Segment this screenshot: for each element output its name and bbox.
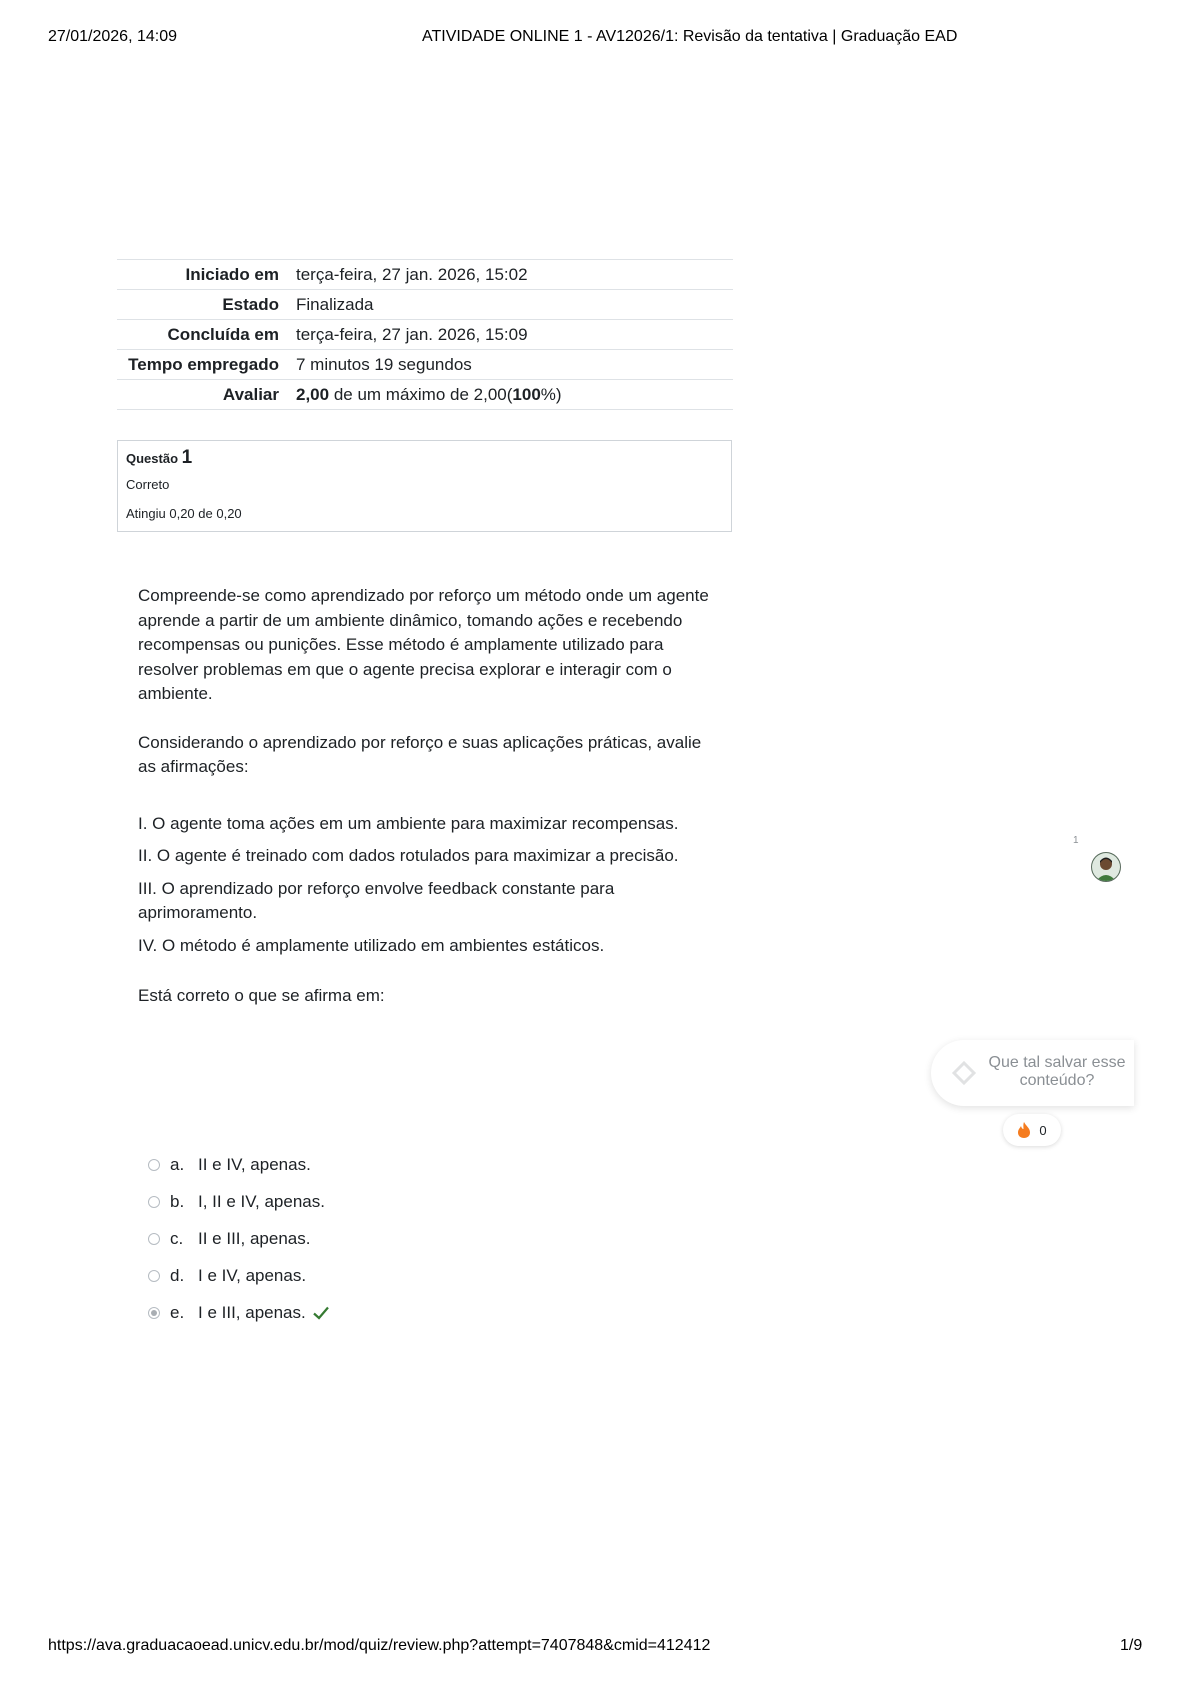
summary-value: terça-feira, 27 jan. 2026, 15:09 <box>288 320 733 350</box>
avatar-icon <box>1092 853 1120 881</box>
summary-row-completed <box>117 320 733 350</box>
flame-icon <box>1017 1121 1031 1139</box>
summary-row-grade <box>117 380 733 410</box>
bookmark-icon <box>949 1058 979 1088</box>
print-datetime: 27/01/2026, 14:09 <box>48 28 178 45</box>
answer-option-c[interactable] <box>148 1221 330 1258</box>
summary-label: Estado <box>117 290 288 320</box>
question-intro: Compreende-se como aprendizado por reforço um método onde um agente aprende a partir de um ambiente dinâmico, tomando ações e recebendo recompensas ou punições. Esse método é amplamente utilizado para resolver problemas em que o agente precisa explorar e interagir com o ambiente. <box>138 586 709 703</box>
print-footer <box>0 1637 1191 1659</box>
answer-letter: c. <box>170 1228 184 1248</box>
summary-row-time-taken <box>117 350 733 380</box>
print-url: https://ava.graduacaoead.unicv.edu.br/mod/quiz/review.php?attempt=7407848&cmid=412412 <box>48 1637 711 1654</box>
question-number-value: 1 <box>181 447 193 468</box>
answer-options <box>148 1147 330 1331</box>
summary-value: terça-feira, 27 jan. 2026, 15:02 <box>288 260 733 290</box>
radio-button[interactable] <box>148 1196 160 1208</box>
summary-label: Concluída em <box>117 320 288 350</box>
question-number <box>126 447 723 469</box>
summary-grade-value <box>288 380 733 410</box>
summary-row-started <box>117 260 733 290</box>
save-content-widget[interactable] <box>931 1040 1134 1106</box>
question-label: Questão <box>126 451 179 466</box>
statement-item: IV. O método é amplamente utilizado em ambientes estáticos. <box>138 935 605 955</box>
attempt-summary-table <box>117 259 733 410</box>
summary-value: 7 minutos 19 segundos <box>288 350 733 380</box>
summary-row-state <box>117 290 733 320</box>
statement-item: II. O agente é treinado com dados rotulados para maximizar a precisão. <box>138 846 679 865</box>
grade-suffix: %) <box>540 385 562 404</box>
print-page-title: ATIVIDADE ONLINE 1 - AV12026/1: Revisão da tentativa | Graduação EAD <box>422 28 958 45</box>
statement-item: III. O aprendizado por reforço envolve feedback constante para aprimoramento. <box>138 878 615 922</box>
radio-button[interactable] <box>148 1270 160 1282</box>
answer-text: II e III, apenas. <box>198 1228 311 1248</box>
grade-text: de um máximo de 2,00( <box>329 385 513 404</box>
print-header <box>0 28 1191 50</box>
answer-option-a[interactable] <box>148 1147 330 1184</box>
grade-score: 2,00 <box>296 385 330 404</box>
summary-label: Avaliar <box>117 380 288 410</box>
summary-label: Tempo empregado <box>117 350 288 380</box>
answer-letter: d. <box>170 1265 185 1285</box>
answer-option-d[interactable] <box>148 1257 330 1294</box>
summary-value: Finalizada <box>288 290 733 320</box>
streak-badge[interactable] <box>1003 1114 1061 1146</box>
question-text <box>138 584 718 1009</box>
question-state: Correto <box>126 477 170 492</box>
question-grade: Atingiu 0,20 de 0,20 <box>126 506 242 521</box>
streak-count: 0 <box>1039 1122 1047 1138</box>
correct-check-icon <box>312 1305 330 1321</box>
question-prompt: Está correto o que se afirma em: <box>138 986 385 1005</box>
grade-percent: 100 <box>512 385 541 404</box>
statement-item: I. O agente toma ações em um ambiente para maximizar recompensas. <box>138 813 679 833</box>
answer-text: II e IV, apenas. <box>198 1155 311 1175</box>
answer-text: I e IV, apenas. <box>198 1265 307 1285</box>
radio-button[interactable] <box>148 1233 160 1245</box>
answer-text: I e III, apenas. <box>198 1302 306 1322</box>
summary-label: Iniciado em <box>117 260 288 290</box>
answer-letter: a. <box>170 1155 185 1175</box>
radio-button-selected[interactable] <box>148 1307 160 1319</box>
avatar-badge-count: 1 <box>1073 835 1079 846</box>
question-consider: Considerando o aprendizado por reforço e suas aplicações práticas, avalie as afirmações: <box>138 732 702 776</box>
radio-button[interactable] <box>148 1159 160 1171</box>
answer-option-b[interactable] <box>148 1184 330 1221</box>
question-info-box <box>117 440 732 532</box>
answer-option-e[interactable] <box>148 1294 330 1331</box>
answer-text: I, II e IV, apenas. <box>198 1192 325 1212</box>
save-content-prompt: Que tal salvar esse conteúdo? <box>988 1054 1126 1089</box>
print-page-number: 1/9 <box>1120 1637 1143 1654</box>
answer-letter: e. <box>170 1302 185 1322</box>
answer-letter: b. <box>170 1192 185 1212</box>
assistant-avatar[interactable] <box>1091 852 1121 882</box>
